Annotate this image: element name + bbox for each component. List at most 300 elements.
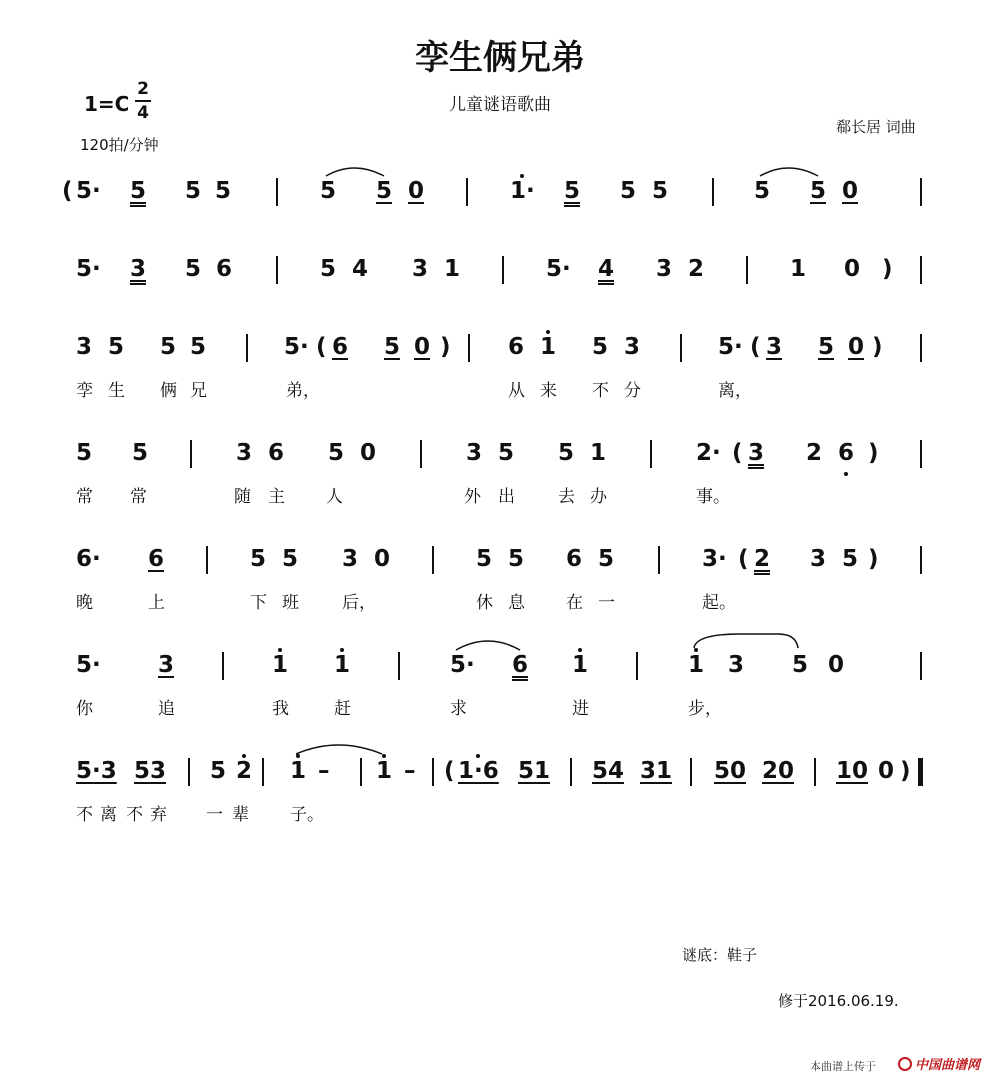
note-text: 0: [414, 334, 431, 360]
note: [414, 334, 430, 360]
lyric-syllable: 弃: [150, 805, 167, 825]
note: [592, 334, 608, 360]
note: [374, 546, 390, 572]
note-text: 5: [132, 440, 149, 466]
bracket: [750, 334, 761, 360]
note-text: 1·6: [458, 758, 499, 784]
key-signature: 1=C: [84, 92, 130, 116]
site-logo[interactable]: [898, 1054, 980, 1073]
note: [702, 546, 727, 572]
note: [688, 652, 704, 678]
note-text: 5: [190, 334, 207, 360]
lyric-syllable: 求: [450, 699, 467, 719]
note: [334, 652, 350, 678]
note: [810, 546, 826, 572]
note-text: 5·: [284, 334, 309, 360]
lyric-syllable: 上: [148, 593, 165, 613]
note-text: 5·: [718, 334, 743, 360]
lyric-syllable: 主: [268, 487, 285, 507]
barline: [746, 256, 748, 284]
note: [878, 758, 894, 784]
barline: [466, 178, 468, 206]
note-text: 5: [185, 178, 202, 204]
note: [838, 440, 854, 466]
site-logo-icon: [898, 1057, 912, 1071]
note-text: 3: [412, 256, 429, 282]
riddle-answer: 谜底：鞋子: [682, 946, 758, 964]
note: [185, 178, 201, 204]
note: [598, 256, 614, 285]
lyric-syllable: 外: [464, 487, 481, 507]
note: [696, 440, 721, 466]
note-text: 10: [836, 758, 869, 784]
note-text: 5: [250, 546, 267, 572]
note-text: 5: [320, 178, 337, 204]
note: [598, 546, 614, 572]
note-text: 4: [352, 256, 369, 282]
note-text: (: [750, 334, 761, 360]
slur: [326, 168, 384, 176]
note-text: 5: [384, 334, 401, 360]
lyric-syllable: 人: [326, 487, 343, 507]
tempo-marking: 120拍/分钟: [80, 136, 159, 154]
bracket: [62, 178, 73, 204]
lyric-syllable: 晚: [76, 593, 93, 613]
note-text: 5: [76, 440, 93, 466]
barline: [432, 758, 434, 786]
bracket: [738, 546, 749, 572]
note: [412, 256, 428, 282]
note-text: 5: [652, 178, 669, 204]
note: [328, 440, 344, 466]
lyric-syllable: 随: [234, 487, 251, 507]
note-text: 5: [792, 652, 809, 678]
note-text: 5: [320, 256, 337, 282]
note: [320, 178, 336, 204]
lyric-syllable: 不: [126, 805, 143, 825]
note-text: 0: [848, 334, 865, 360]
note: [342, 546, 358, 572]
note: [76, 652, 101, 678]
note: [360, 440, 376, 466]
note: [748, 440, 764, 469]
note: [844, 256, 860, 282]
note: [718, 334, 743, 360]
note: [546, 256, 571, 282]
lyric-syllable: 常: [130, 487, 147, 507]
note: [352, 256, 368, 282]
lyric-syllable: 你: [76, 699, 93, 719]
note-text: 1: [590, 440, 607, 466]
note-text: 0: [408, 178, 425, 204]
barline: [222, 652, 224, 680]
note-text: 5: [215, 178, 232, 204]
slur: [694, 634, 798, 648]
note-text: 3: [728, 652, 745, 678]
note-text: 20: [762, 758, 795, 784]
note: [458, 758, 499, 784]
bracket: [868, 440, 879, 466]
note-text: 1: [272, 652, 289, 678]
note: [656, 256, 672, 282]
note: [592, 758, 624, 784]
barline: [276, 256, 278, 284]
time-signature-bottom: 4: [137, 103, 149, 123]
time-signature: [133, 78, 153, 124]
barline: [398, 652, 400, 680]
note-text: 6: [332, 334, 349, 360]
note: [512, 652, 528, 681]
note: [766, 334, 782, 360]
bracket: [882, 256, 893, 282]
note: [476, 546, 492, 572]
revision-date: 修于2016.06.19.: [778, 992, 899, 1010]
note-text: (: [316, 334, 327, 360]
note-text: 5: [282, 546, 299, 572]
barline: [570, 758, 572, 786]
barline: [276, 178, 278, 206]
lyric-syllable: 孪: [76, 381, 93, 401]
note: [130, 256, 146, 285]
lyric-syllable: 一: [206, 805, 223, 825]
note-text: 5: [130, 178, 147, 204]
note: [185, 256, 201, 282]
note-text: (: [444, 758, 455, 784]
note-text: 1: [572, 652, 589, 678]
lyric-syllable: 我: [272, 699, 289, 719]
note-text: 3: [342, 546, 359, 572]
note-text: ): [868, 440, 879, 466]
note: [376, 758, 392, 784]
note-text: ): [868, 546, 879, 572]
note-text: 3: [624, 334, 641, 360]
time-signature-top: 2: [137, 79, 149, 99]
note-text: 3: [748, 440, 765, 466]
note-text: 5·: [546, 256, 571, 282]
note-text: 54: [592, 758, 625, 784]
note-text: 1: [290, 758, 307, 784]
note-text: ): [440, 334, 451, 360]
barline: [262, 758, 264, 786]
note-text: 6·: [76, 546, 101, 572]
barline: [920, 256, 922, 284]
note: [376, 178, 392, 204]
note-text: –: [404, 758, 416, 784]
note: [320, 256, 336, 282]
note: [728, 652, 744, 678]
barline: [920, 334, 922, 362]
barline: [420, 440, 422, 468]
note-text: 6: [216, 256, 233, 282]
note: [76, 178, 101, 204]
barline: [246, 334, 248, 362]
note-text: 5: [476, 546, 493, 572]
lyric-syllable: 进: [572, 699, 589, 719]
note-text: 5: [598, 546, 615, 572]
note: [754, 546, 770, 575]
note: [282, 546, 298, 572]
lyric-syllable: 生: [108, 381, 125, 401]
barline: [712, 178, 714, 206]
note-text: 1: [376, 758, 393, 784]
note-text: 3: [158, 652, 175, 678]
lyric-syllable: 离: [100, 805, 117, 825]
barline: [636, 652, 638, 680]
note: [216, 256, 232, 282]
note: [290, 758, 306, 784]
note-text: 5: [108, 334, 125, 360]
bracket: [872, 334, 883, 360]
song-subtitle: 儿童谜语歌曲: [449, 95, 551, 115]
lyric-syllable: 出: [498, 487, 515, 507]
note: [190, 334, 206, 360]
barline: [360, 758, 362, 786]
note: [210, 758, 226, 784]
barline: [920, 546, 922, 574]
note-text: 2: [806, 440, 823, 466]
note: [818, 334, 834, 360]
note-text: ): [900, 758, 911, 784]
note-text: 5: [508, 546, 525, 572]
barline: [432, 546, 434, 574]
note-text: 1: [540, 334, 557, 360]
note-text: 6: [512, 652, 529, 678]
barline: [920, 440, 922, 468]
slur: [296, 745, 382, 754]
note: [272, 652, 288, 678]
note-text: 50: [714, 758, 747, 784]
note-text: 3: [466, 440, 483, 466]
footer-upload-text: 本曲谱上传于: [810, 1060, 876, 1073]
note-text: 5·: [76, 178, 101, 204]
barline: [188, 758, 190, 786]
barline: [920, 178, 922, 206]
note-text: 3: [766, 334, 783, 360]
bracket: [316, 334, 327, 360]
note-text: 31: [640, 758, 673, 784]
note-text: 6: [838, 440, 855, 466]
lyric-syllable: 在: [566, 593, 583, 613]
lyric-syllable: 去: [558, 487, 575, 507]
note: [148, 546, 164, 572]
lyric-syllable: 不: [76, 805, 93, 825]
barline: [206, 546, 208, 574]
barline: [690, 758, 692, 786]
note: [652, 178, 668, 204]
note: [620, 178, 636, 204]
note: [842, 546, 858, 572]
note-text: 5: [592, 334, 609, 360]
lyric-syllable: 休: [476, 593, 493, 613]
note: [76, 334, 92, 360]
note-text: 5: [558, 440, 575, 466]
note-text: 0: [374, 546, 391, 572]
note-text: 5: [160, 334, 177, 360]
lyric-syllable: 俩: [160, 381, 177, 401]
note: [848, 334, 864, 360]
note-text: 5: [810, 178, 827, 204]
note-text: 6: [268, 440, 285, 466]
lyric-syllable: 息: [508, 593, 525, 613]
note-text: 3: [656, 256, 673, 282]
note: [566, 546, 582, 572]
note-text: 6: [508, 334, 525, 360]
note: [508, 334, 524, 360]
note: [108, 334, 124, 360]
note: [558, 440, 574, 466]
lyric-syllable: 弟，: [286, 381, 320, 401]
note: [714, 758, 746, 784]
lyric-syllable: 离，: [718, 381, 752, 401]
note: [806, 440, 822, 466]
note-text: 2: [236, 758, 253, 784]
note: [268, 440, 284, 466]
note-text: 3·: [702, 546, 727, 572]
note: [466, 440, 482, 466]
lyric-syllable: 从: [508, 381, 525, 401]
extension-dash: [404, 758, 416, 784]
note-text: ): [872, 334, 883, 360]
note-text: 0: [878, 758, 895, 784]
barline: [920, 652, 922, 680]
note-text: ): [882, 256, 893, 282]
note: [810, 178, 826, 204]
note-text: 4: [598, 256, 615, 282]
note: [754, 178, 770, 204]
slur: [456, 641, 520, 650]
note-text: 5·: [76, 652, 101, 678]
note-text: 6: [566, 546, 583, 572]
note: [408, 178, 424, 204]
song-title: 孪生俩兄弟: [415, 38, 585, 78]
lyric-syllable: 班: [282, 593, 299, 613]
note: [284, 334, 309, 360]
note: [640, 758, 672, 784]
barline: [680, 334, 682, 362]
barline: [468, 334, 470, 362]
note: [76, 758, 117, 784]
note: [76, 256, 101, 282]
lyric-syllable: 辈: [232, 805, 249, 825]
note-text: 5: [620, 178, 637, 204]
note-text: (: [62, 178, 73, 204]
note-text: 0: [360, 440, 377, 466]
note-text: 0: [844, 256, 861, 282]
bracket: [868, 546, 879, 572]
slur: [760, 168, 818, 176]
note: [384, 334, 400, 360]
note: [590, 440, 606, 466]
note-text: (: [732, 440, 743, 466]
note: [624, 334, 640, 360]
lyric-syllable: 追: [158, 699, 175, 719]
note-text: 0: [828, 652, 845, 678]
note: [215, 178, 231, 204]
note-text: 5: [328, 440, 345, 466]
final-barline: [918, 758, 923, 786]
note-text: 5: [498, 440, 515, 466]
note-text: 1·: [510, 178, 535, 204]
note-text: (: [738, 546, 749, 572]
note: [564, 178, 580, 207]
note-text: 3: [810, 546, 827, 572]
note: [836, 758, 868, 784]
site-name: 中国曲谱网: [915, 1058, 981, 1073]
bracket: [440, 334, 451, 360]
barline: [502, 256, 504, 284]
note: [572, 652, 588, 678]
lyric-syllable: 来: [540, 381, 557, 401]
note: [828, 652, 844, 678]
lyric-syllable: 起。: [702, 593, 736, 613]
note-text: 3: [236, 440, 253, 466]
note: [250, 546, 266, 572]
note: [842, 178, 858, 204]
barline: [650, 440, 652, 468]
note-text: 53: [134, 758, 167, 784]
lyric-syllable: 下: [250, 593, 267, 613]
note: [688, 256, 704, 282]
note-text: 5: [564, 178, 581, 204]
note: [236, 758, 252, 784]
lyric-syllable: 后，: [342, 593, 376, 613]
note-text: 1: [790, 256, 807, 282]
note: [790, 256, 806, 282]
note-text: 6: [148, 546, 165, 572]
note: [510, 178, 535, 204]
lyric-syllable: 常: [76, 487, 93, 507]
note-text: 5: [754, 178, 771, 204]
note-text: 5: [818, 334, 835, 360]
note-text: 5·: [450, 652, 475, 678]
lyric-syllable: 一: [598, 593, 615, 613]
note: [540, 334, 556, 360]
note: [134, 758, 166, 784]
note-text: 5·: [76, 256, 101, 282]
note-text: 5: [376, 178, 393, 204]
note-text: 2·: [696, 440, 721, 466]
note-text: 2: [688, 256, 705, 282]
note: [762, 758, 794, 784]
note: [130, 178, 146, 207]
barline: [658, 546, 660, 574]
bracket: [900, 758, 911, 784]
lyric-syllable: 办: [590, 487, 607, 507]
note-text: 1: [444, 256, 461, 282]
lyric-syllable: 子。: [290, 805, 324, 825]
note: [444, 256, 460, 282]
bracket: [732, 440, 743, 466]
note-text: 1: [688, 652, 705, 678]
note: [76, 546, 101, 572]
barline: [190, 440, 192, 468]
lyric-syllable: 赶: [334, 699, 351, 719]
note-text: 3: [76, 334, 93, 360]
note-text: 1: [334, 652, 351, 678]
note: [450, 652, 475, 678]
extension-dash: [318, 758, 330, 784]
bracket: [444, 758, 455, 784]
note: [158, 652, 174, 678]
barline: [814, 758, 816, 786]
note-text: 0: [842, 178, 859, 204]
note-text: –: [318, 758, 330, 784]
note: [508, 546, 524, 572]
note-text: 3: [130, 256, 147, 282]
note: [498, 440, 514, 466]
note-text: 5·3: [76, 758, 117, 784]
lyric-syllable: 步，: [688, 699, 722, 719]
